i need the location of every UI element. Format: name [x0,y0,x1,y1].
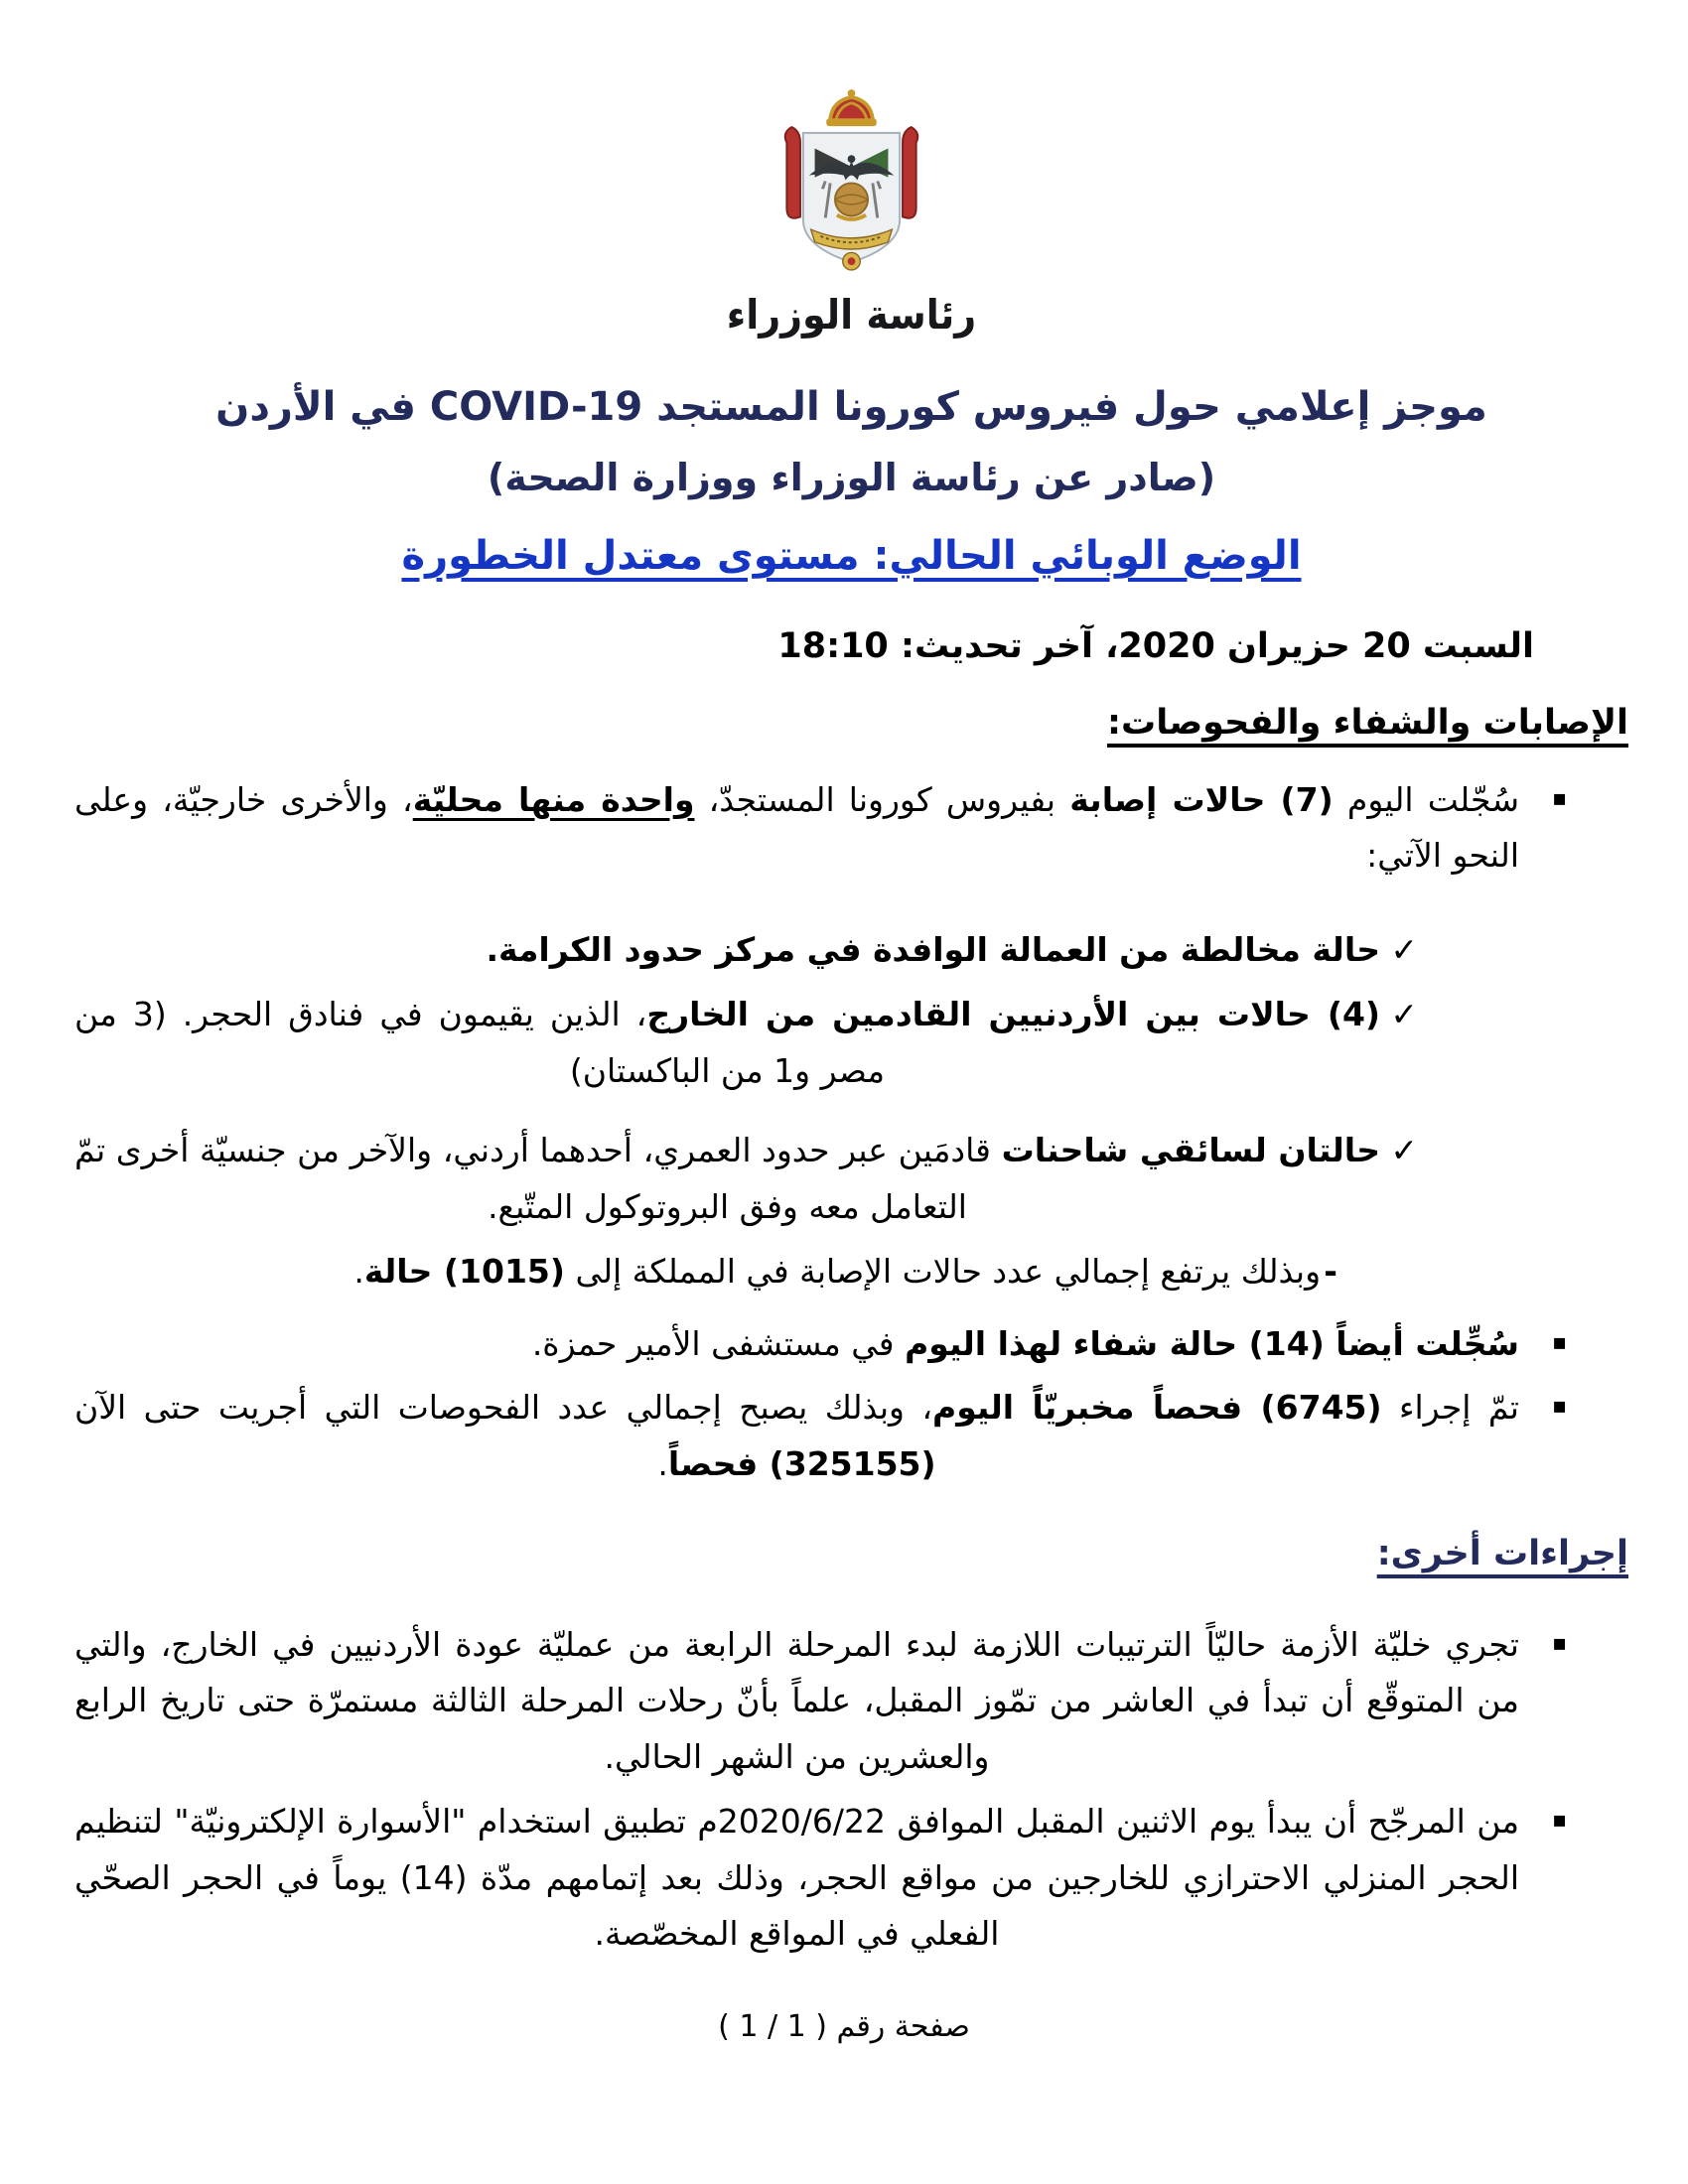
check-icon: ✓ [1390,930,1418,969]
section-heading-cases: الإصابات والشفاء والفحوصات: [1107,702,1628,743]
text-run-bold: (1015) حالة [363,1251,565,1291]
dash-icon: - [1324,1251,1337,1291]
main-title: موجز إعلامي حول فيروس كورونا المستجد COVID-19 في الأردن [215,384,1487,430]
text-run: ، الذين يقيمون في فنادق الحجر. (3 من مصر و1 من الباكستان) [74,994,886,1090]
bullet-text [74,1380,1519,1493]
bullet-recoveries [74,1316,1628,1373]
text-run: . [657,1444,668,1483]
text-run: . [353,1251,364,1291]
dash-item-total-cases [74,1244,1628,1300]
check-item-karameh [74,922,1628,979]
document-header [74,79,1628,337]
text-run-bold: سُجِّلت أيضاً (14) حالة شفاء لهذا اليوم [905,1323,1519,1363]
bullet-text [74,772,1519,886]
text-run: في مستشفى الأمير حمزة. [531,1323,906,1363]
text-run: وبذلك يرتفع إجمالي عدد حالات الإصابة في المملكة إلى [564,1251,1321,1291]
text-run-bold: (325155) فحصاً [667,1444,936,1483]
text-run-bold: حالتان لسائقي شاحنات [1001,1131,1380,1170]
text-run: من المرجّح أن يبدأ يوم الاثنين المقبل الموافق 2020/6/22م تطبيق استخدام "الأسوارة الإلكترونيّة" لتنظيم الحجر المنزلي الاحترازي للخارجين من مواقع الحجر، وذلك بعد إتمامهم مدّة (14) يوماً في الحجر الصحّي الفعلي في المواقع المخصّصة. [74,1801,1519,1954]
square-bullet-icon: ▪ [1552,1630,1567,1656]
jordan-coat-of-arms-icon [765,79,938,283]
issuer-subtitle: (صادر عن رئاسة الوزراء ووزارة الصحة) [487,456,1216,499]
text-run: ، وبذلك يصبح إجمالي عدد الفحوصات التي أجريت حتى الآن [74,1388,933,1428]
bullet-text [74,1316,1519,1373]
check-item-returnees [74,987,1628,1100]
title-block [74,376,1628,586]
pm-office-calligraphy: رئاسة الوزراء [726,291,977,339]
check-text [74,922,1380,979]
check-text [74,987,1380,1100]
text-run: ، والأخرى خارجيّة، وعلى النحو الآتي: [74,779,1519,876]
check-icon: ✓ [1390,1131,1418,1170]
square-bullet-icon: ▪ [1552,1329,1567,1355]
text-run-bold-underline: واحدة منها محليّة [412,779,695,819]
text-run: قادمَين عبر حدود العمري، أحدهما أردني، والآخر من جنسيّة أخرى تمّ التعامل معه وفق البروتوكول المتّبع. [74,1131,1002,1226]
text-run-bold: حالة مخالطة من العمالة الوافدة في مركز حدود الكرامة. [486,930,1380,969]
crown-shape [826,89,877,126]
check-icon: ✓ [1390,994,1418,1033]
date-update-line: السبت 20 حزيران 2020، آخر تحديث: 18:10 [777,626,1534,666]
text-run-bold: (4) حالات بين الأردنيين القادمين من الخارج [646,994,1380,1033]
bullet-text [74,1617,1519,1786]
bullet-electronic-bracelet [74,1794,1628,1963]
page-number-footer: صفحة رقم ( 1 / 1 ) [718,2009,970,2044]
check-item-truck-drivers [74,1123,1628,1236]
bullet-phase-four-returns [74,1617,1628,1786]
medal-shape [843,252,861,270]
text-run-bold: (6745) فحصاً مخبريّاً اليوم [932,1388,1382,1428]
square-bullet-icon: ▪ [1552,1807,1567,1833]
square-bullet-icon: ▪ [1552,785,1567,811]
prime-ministry-logo [727,79,976,337]
bullet-lab-tests [74,1380,1628,1493]
section-heading-other-measures: إجراءات أخرى: [1376,1533,1628,1573]
text-run: تمّ إجراء [1381,1388,1519,1428]
check-text [74,1123,1380,1236]
text-run: سُجّلت اليوم [1333,779,1520,819]
epidemic-status-line: الوضع الوبائي الحالي: مستوى معتدل الخطورة [401,533,1302,579]
text-run: بفيروس كورونا المستجدّ، [694,779,1070,819]
text-run: تجري خليّة الأزمة حاليّاً الترتيبات اللازمة لبدء المرحلة الرابعة من عمليّة عودة الأردنيين في الخارج، والتي من المتوقّع أن تبدأ في العاشر من تمّوز المقبل، علماً بأنّ رحلات المرحلة الثالثة مستمرّة حتى تاريخ الرابع والعشرين من الشهر الحالي. [74,1624,1519,1776]
dash-text [74,1244,1321,1300]
bullet-cases-today [74,772,1628,886]
square-bullet-icon: ▪ [1552,1394,1567,1420]
text-run-bold: (7) حالات إصابة [1069,779,1334,819]
bullet-text [74,1794,1519,1963]
